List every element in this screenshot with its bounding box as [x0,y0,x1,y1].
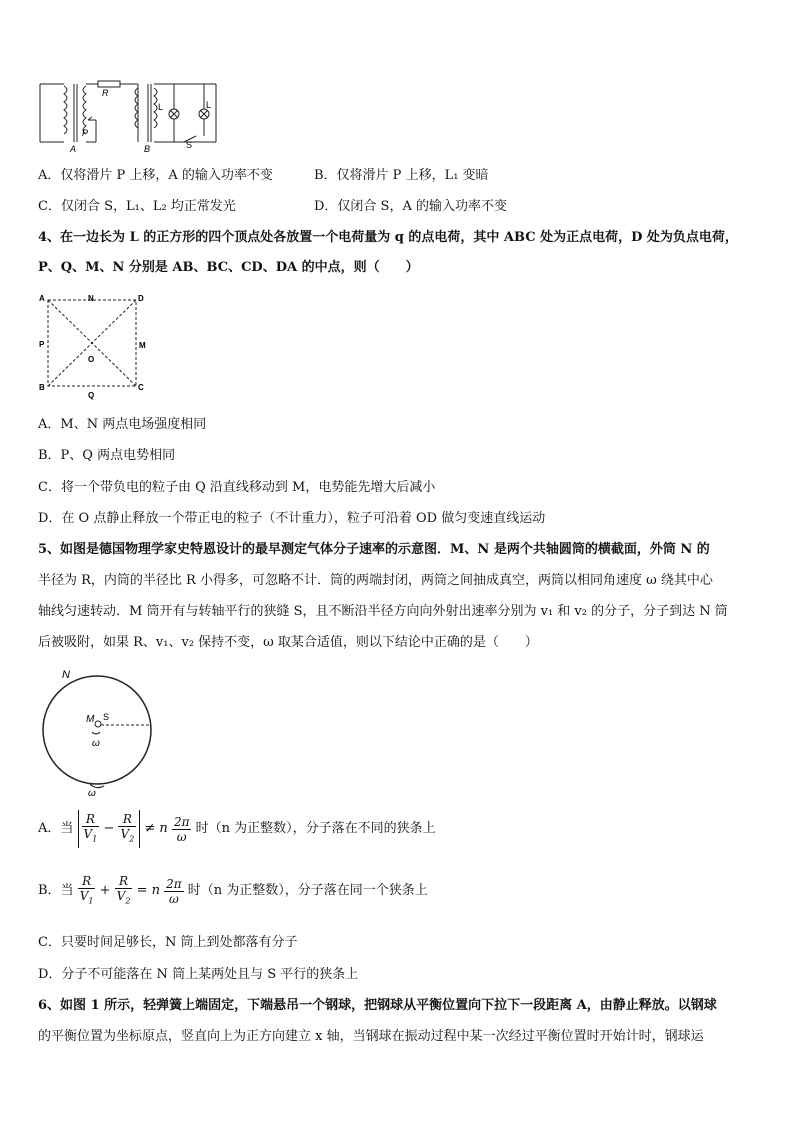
q5-option-b-suffix: 时（n 为正整数），分子落在同一个狭条上 [187,883,428,899]
label-P: P [82,128,89,138]
label-S: S [103,712,110,722]
two-pi: 2π [166,876,182,891]
label-O: O [88,355,95,364]
q5-stem-line3: 轴线匀速转动．M 筒开有与转轴平行的狭缝 S，且不断沿半径方向向外射出速率分别为 v₁ 和 v₂ 的分子，分子到达 N 筒 [38,604,728,619]
frac-num: R [115,874,133,889]
q4-option-c: C．将一个带负电的粒子由 Q 沿直线移动到 M，电势能先增大后减小 [38,480,436,495]
q3-option-c: C．仅闭合 S，L₁、L₂ 均正常发光 [38,199,236,214]
q3-option-d: D．仅闭合 S，A 的输入功率不变 [314,199,507,214]
q4-stem-line2: P、Q、M、N 分别是 AB、BC、CD、DA 的中点，则（ ） [38,260,419,275]
q5-option-b [38,874,428,908]
label-A: A [70,144,77,154]
q5-option-d: D．分子不可能落在 N 筒上某两处且与 S 平行的狭条上 [38,967,359,982]
q5-option-a [38,810,436,848]
q5-option-a-prefix: A．当 [38,821,74,837]
abs-value-expression [78,810,141,848]
q5-stem-line1: 5、如图是德国物理学家史特恩设计的最早测定气体分子速率的示意图．M、N 是两个共轴圆筒的横截面，外筒 N 的 [38,542,710,557]
sub-2: 2 [125,896,131,906]
label-A: A [39,294,45,303]
label-omega-inner: ω [92,738,100,749]
q3-option-b: B．仅将滑片 P 上移，L₁ 变暗 [314,168,489,183]
q4-option-a: A．M、N 两点电场强度相同 [38,417,207,432]
label-D: D [138,294,144,303]
label-C: C [138,383,144,392]
label-omega-outer: ω [88,788,96,799]
frac-den: V [116,889,126,903]
sub-2: 2 [129,834,135,844]
frac-num: R [82,812,100,827]
q3-option-a: A．仅将滑片 P 上移，A 的输入功率不变 [38,168,273,183]
stern-cylinder-figure [40,666,164,800]
label-L1: L [158,102,164,112]
label-M: M [139,341,146,350]
omega: ω [168,891,179,906]
q5-stem-line2: 半径为 R，内筒的半径比 R 小得多，可忽略不计．筒的两端封闭，两筒之间抽成真空，两筒以相同角速度 ω 绕其中心 [38,573,713,588]
frac-den: V [120,827,130,841]
label-M: M [86,714,95,725]
label-L2: L [206,100,212,110]
q6-stem-line2: 的平衡位置为坐标原点，竖直向上为正方向建立 x 轴，当钢球在振动过程中某一次经过平衡位置时开始计时，钢球运 [38,1029,704,1044]
q5-option-b-prefix: B．当 [38,883,74,899]
q4-stem-line1: 4、在一边长为 L 的正方形的四个顶点处各放置一个电荷量为 q 的点电荷，其中 ABC 处为正点电荷，D 处为负点电荷， [38,230,738,245]
label-R: R [102,88,109,98]
q5-option-a-suffix: 时（n 为正整数），分子落在不同的狭条上 [195,821,436,837]
frac-num: R [118,812,136,827]
label-B: B [39,383,45,392]
frac-den: V [79,889,89,903]
q5-option-c: C．只要时间足够长，N 筒上到处都落有分子 [38,935,298,950]
q5-stem-line4: 后被吸附，如果 R、v₁、v₂ 保持不变，ω 取某合适值，则以下结论中正确的是（ ） [38,635,538,650]
transformer-circuit-figure [34,76,220,154]
frac-den: V [83,827,93,841]
label-S: S [186,140,193,150]
label-Q: Q [88,391,95,400]
label-B: B [144,144,151,154]
plus-sign: + [99,883,111,899]
label-P: P [39,340,45,349]
two-pi: 2π [173,814,190,829]
label-N: N [88,294,94,303]
sub-1: 1 [92,834,98,844]
q4-option-d: D．在 O 点静止释放一个带正电的粒子（不计重力），粒子可沿着 OD 做匀变速直线运动 [38,511,546,526]
eq-n: = n [136,883,160,899]
label-N: N [62,669,70,681]
square-charges-figure [36,292,154,400]
frac-num: R [78,874,96,889]
minus-sign: − [103,821,115,837]
sub-1: 1 [88,896,94,906]
neq-n: ≠ n [144,821,168,837]
q6-stem-line1: 6、如图 1 所示，轻弹簧上端固定，下端悬吊一个钢球，把钢球从平衡位置向下拉下一段距离 A，由静止释放。以钢球 [38,998,717,1013]
omega: ω [176,829,187,844]
q4-option-b: B．P、Q 两点电势相同 [38,448,176,463]
